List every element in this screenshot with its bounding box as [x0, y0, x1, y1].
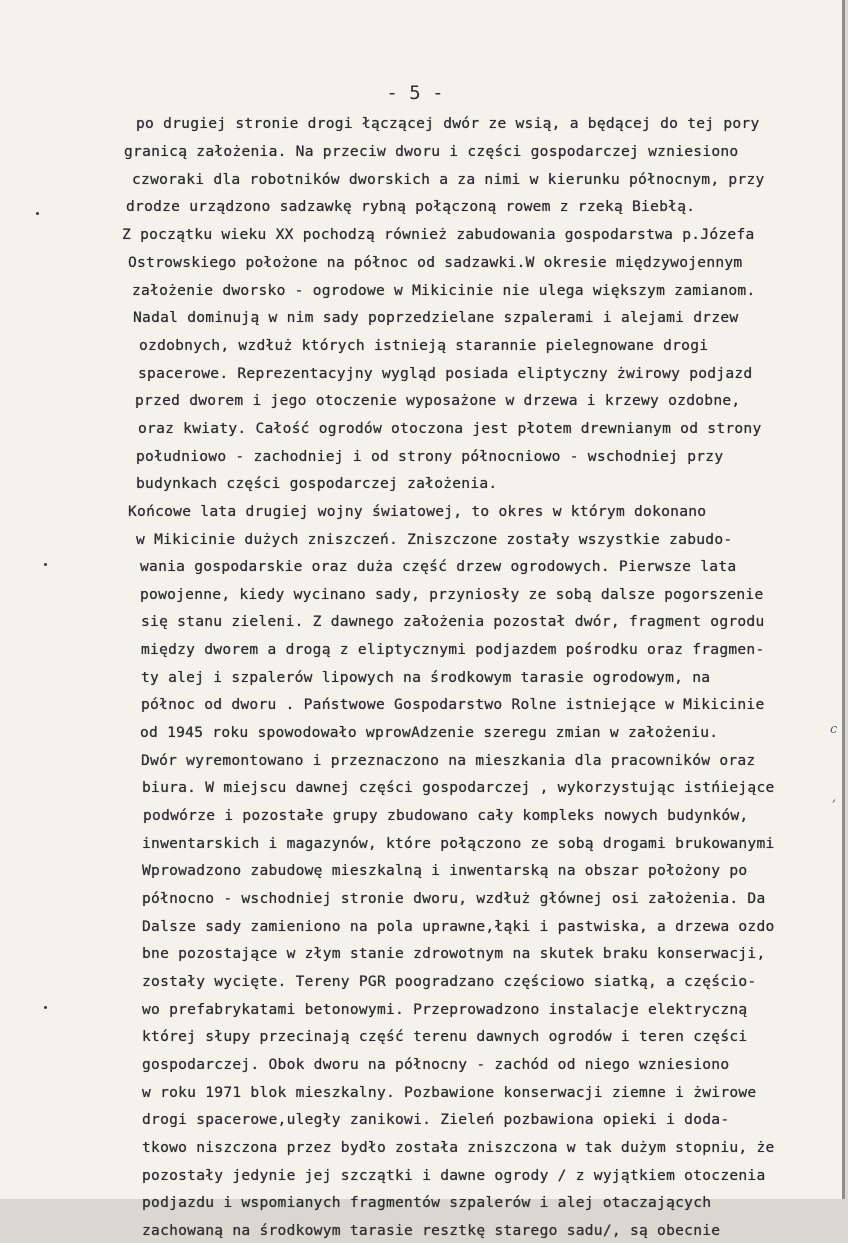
page-number: - 5 -: [386, 82, 444, 104]
margin-dot: [44, 1006, 47, 1009]
text-line: wo prefabrykatami betonowymi. Przeprowadzono instalacje elektryczną: [142, 1001, 748, 1018]
text-line: między dworem a drogą z eliptycznymi podjazdem pośrodku oraz fragmen-: [141, 641, 765, 658]
text-line: inwentarskich i magazynów, które połączono ze sobą drogami brukowanymi: [142, 835, 775, 852]
text-line: granicą założenia. Na przeciw dworu i części gospodarczej wzniesiono: [124, 143, 739, 160]
text-line: drogi spacerowe,uległy zanikowi. Zieleń pozbawiona opieki i doda-: [142, 1111, 730, 1128]
text-line: podwórze i pozostałe grupy zbudowano cały kompleks nowych budynków,: [143, 807, 749, 824]
margin-dot: [36, 212, 39, 215]
text-line: której słupy przecinają część terenu dawnych ogrodów i teren części: [142, 1028, 748, 1045]
text-line: zostały wycięte. Tereny PGR poogradzano częściowo siatką, a częścio-: [142, 973, 757, 990]
text-line: czworaki dla robotników dworskich a za nimi w kierunku północnym, przy: [132, 171, 765, 188]
handwritten-mark: ,: [832, 790, 837, 805]
handwritten-mark: c: [830, 722, 838, 737]
text-line: Nadal dominują w nim sady poprzedzielane szpalerami i alejami drzew: [133, 309, 739, 326]
text-line: Z początku wieku XX pochodzą również zabudowania gospodarstwa p.Józefa: [122, 226, 755, 243]
text-line: Końcowe lata drugiej wojny światowej, to okres w którym dokonano: [128, 503, 707, 520]
text-line: podjazdu i wspomianych fragmentów szpalerów i alej otaczających: [142, 1194, 712, 1211]
page-edge-shadow: [842, 0, 845, 1199]
text-line: północ od dworu . Państwowe Gospodarstwo Rolne istniejące w Mikicinie: [141, 696, 765, 713]
text-line: pozostały jedynie jej szczątki i dawne ogrody / z wyjątkiem otoczenia: [142, 1167, 766, 1184]
text-line: oraz kwiaty. Całość ogrodów otoczona jest płotem drewnianym od strony: [138, 420, 762, 437]
text-line: wania gospodarskie oraz duża część drzew ogrodowych. Pierwsze lata: [140, 558, 737, 575]
text-line: północno - wschodniej stronie dworu, wzdłuż głównej osi założenia. Da: [142, 890, 766, 907]
text-line: ty alej i szpalerów lipowych na środkowym tarasie ogrodowym, na: [141, 669, 711, 686]
text-line: ozdobnych, wzdłuż których istnieją starannie pielegnowane drogi: [139, 337, 709, 354]
text-line: Dalsze sady zamieniono na pola uprawne,łąki i pastwiska, a drzewa ozdo: [142, 918, 775, 935]
text-line: Dwór wyremontowano i przeznaczono na mieszkania dla pracowników oraz: [141, 752, 756, 769]
margin-dot: [44, 563, 47, 566]
text-line: bne pozostające w złym stanie zdrowotnym na skutek braku konserwacji,: [142, 945, 766, 962]
text-line: w Mikicinie dużych zniszczeń. Zniszczone zostały wszystkie zabudo-: [136, 531, 733, 548]
text-line: powojenne, kiedy wycinano sady, przyniosły ze sobą dalsze pogorszenie: [140, 586, 764, 603]
text-line: drodze urządzono sadzawkę rybną połączoną rowem z rzeką Biebłą.: [126, 198, 696, 215]
text-line: od 1945 roku spowodowało wprowAdzenie szeregu zmian w założeniu.: [140, 724, 719, 741]
text-line: Wprowadzono zabudowę mieszkalną i inwentarską na obszar położony po: [142, 862, 748, 879]
text-line: biura. W miejscu dawnej części gospodarczej , wykorzystując istńiejące: [142, 779, 775, 796]
text-line: południowo - zachodniej i od strony północniowo - wschodniej przy: [136, 448, 724, 465]
text-line: się stanu zieleni. Z dawnego założenia pozostał dwór, fragment ogrodu: [141, 613, 765, 630]
text-line: Ostrowskiego położone na północ od sadzawki.W okresie międzywojennym: [128, 254, 743, 271]
text-line: przed dworem i jego otoczenie wyposażone w drzewa i krzewy ozdobne,: [135, 392, 741, 409]
text-line: zachowaną na środkowym tarasie resztkę starego sadu/, są obecnie: [142, 1222, 721, 1239]
text-line: w roku 1971 blok mieszkalny. Pozbawione konserwacji ziemne i żwirowe: [142, 1084, 757, 1101]
text-line: tkowo niszczona przez bydło została zniszczona w tak dużym stopniu, że: [142, 1139, 775, 1156]
text-line: spacerowe. Reprezentacyjny wygląd posiada eliptyczny żwirowy podjazd: [138, 365, 753, 382]
text-line: budynkach części gospodarczej założenia.: [136, 475, 498, 492]
text-line: po drugiej stronie drogi łączącej dwór ze wsią, a będącej do tej pory: [136, 115, 760, 132]
text-line: założenie dworsko - ogrodowe w Mikicinie nie ulega większym zamianom.: [132, 282, 756, 299]
text-line: gospodarczej. Obok dworu na północny - zachód od niego wzniesiono: [142, 1056, 730, 1073]
